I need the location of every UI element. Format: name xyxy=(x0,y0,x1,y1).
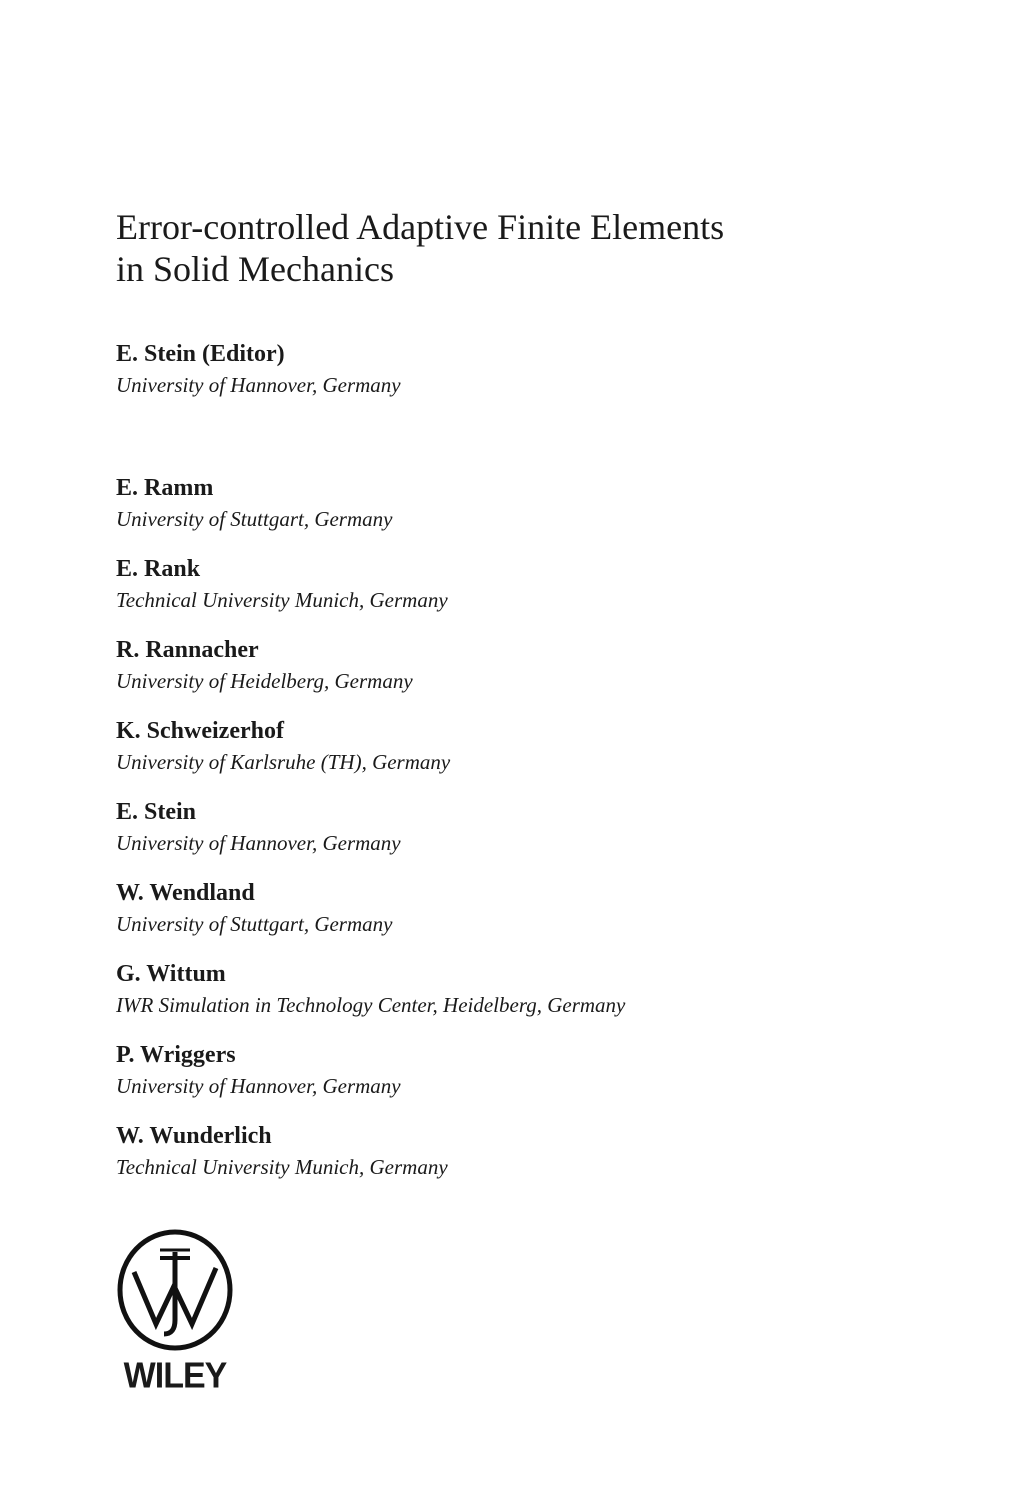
contributor-item xyxy=(116,796,625,877)
contributor-affiliation: University of Stuttgart, Germany xyxy=(116,507,393,531)
contributor-name: E. Rank xyxy=(116,556,201,582)
contributor-name: W. Wendland xyxy=(116,880,255,906)
contributor-name: R. Rannacher xyxy=(116,637,259,663)
contributor-affiliation: IWR Simulation in Technology Center, Heidelberg, Germany xyxy=(116,993,626,1017)
contributor-name: K. Schweizerhof xyxy=(116,718,284,744)
contributor-affiliation: University of Karlsruhe (TH), Germany xyxy=(116,750,451,774)
contributor-item xyxy=(116,553,625,634)
editor-name: E. Stein (Editor) xyxy=(116,341,285,367)
contributor-item xyxy=(116,958,625,1039)
editor-block xyxy=(116,338,401,400)
contributor-affiliation: University of Stuttgart, Germany xyxy=(116,912,393,936)
contributor-name: E. Ramm xyxy=(116,475,214,501)
contributor-affiliation: Technical University Munich, Germany xyxy=(116,1155,448,1179)
publisher-name: WILEY xyxy=(123,1356,227,1396)
editor-affiliation: University of Hannover, Germany xyxy=(116,373,401,397)
contributor-affiliation: Technical University Munich, Germany xyxy=(116,588,448,612)
contributor-name: E. Stein xyxy=(116,799,197,825)
book-title-line-1: Error-controlled Adaptive Finite Elements xyxy=(116,207,725,247)
contributor-affiliation: University of Heidelberg, Germany xyxy=(116,669,413,693)
contributor-affiliation: University of Hannover, Germany xyxy=(116,831,401,855)
book-title xyxy=(116,206,896,290)
contributor-affiliation: University of Hannover, Germany xyxy=(116,1074,401,1098)
contributor-name: W. Wunderlich xyxy=(116,1123,272,1149)
book-title-line-2: in Solid Mechanics xyxy=(116,249,394,289)
wiley-jw-emblem-icon xyxy=(116,1228,234,1352)
contributor-name: P. Wriggers xyxy=(116,1042,236,1068)
contributor-name: G. Wittum xyxy=(116,961,226,987)
contributor-item xyxy=(116,634,625,715)
publisher-logo xyxy=(116,1228,236,1400)
contributor-item xyxy=(116,877,625,958)
contributor-item xyxy=(116,472,625,553)
contributor-list xyxy=(116,472,625,1201)
contributor-item xyxy=(116,1039,625,1120)
contributor-item xyxy=(116,715,625,796)
contributor-item xyxy=(116,1120,625,1201)
